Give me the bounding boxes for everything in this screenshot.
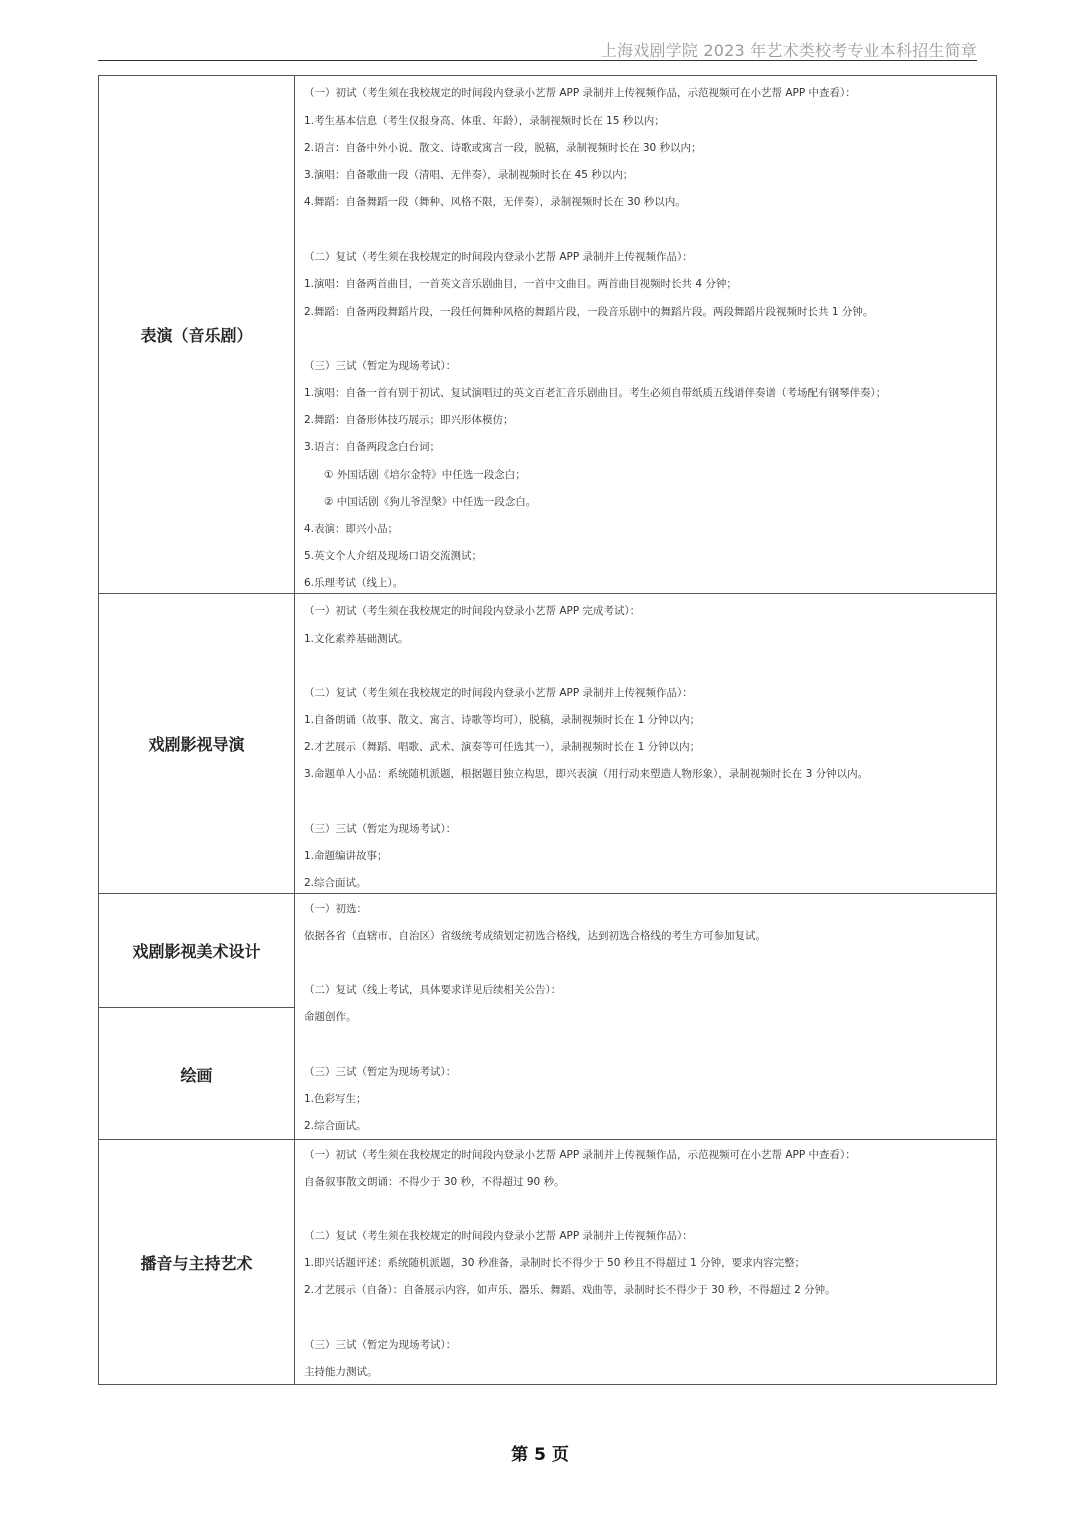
text-line: （三）三试（暂定为现场考试）： — [304, 1339, 457, 1351]
text-line: 4.表演：即兴小品； — [304, 523, 399, 535]
row-label: 戏剧影视美术设计 — [99, 894, 295, 1007]
row-label-painting: 绘画 — [99, 1008, 295, 1140]
text-line: 1.色彩写生； — [304, 1093, 367, 1105]
document-title: 上海戏剧学院 2023 年艺术类校考专业本科招生简章 — [600, 41, 977, 60]
text-line: （一）初试（考生须在我校规定的时间段内登录小艺帮 APP 完成考试）： — [304, 605, 641, 617]
text-line: （三）三试（暂定为现场考试）： — [304, 823, 457, 835]
header-rule — [98, 60, 977, 61]
text-line: 3.命题单人小品：系统随机派题，根据题目独立构思，即兴表演（用行动来塑造人物形象），录制视频时长在 3 分钟以内。 — [304, 768, 869, 780]
text-line: 4.舞蹈：自备舞蹈一段（舞种、风格不限，无伴奏），录制视频时长在 30 秒以内。 — [304, 196, 686, 208]
text-line: 命题创作。 — [304, 1011, 357, 1023]
text-line: （一）初试（考生须在我校规定的时间段内登录小艺帮 APP 录制并上传视频作品，示范视频可在小艺帮 APP 中查看）： — [304, 1149, 856, 1161]
text-line: 2.综合面试。 — [304, 877, 367, 889]
table-row-musical-performance — [98, 75, 997, 593]
text-line: （一）初选： — [304, 903, 367, 915]
text-line: 2.舞蹈：自备形体技巧展示；即兴形体模仿； — [304, 414, 514, 426]
text-line: 2.舞蹈：自备两段舞蹈片段，一段任何舞种风格的舞蹈片段，一段音乐剧中的舞蹈片段。两段舞蹈片段视频时长共 1 分钟。 — [304, 306, 874, 318]
table-row-broadcasting — [98, 1139, 997, 1385]
text-line: 1.命题编讲故事； — [304, 850, 388, 862]
text-line: 5.英文个人介绍及现场口语交流测试； — [304, 550, 483, 562]
text-line: 自备叙事散文朗诵：不得少于 30 秒，不得超过 90 秒。 — [304, 1176, 565, 1188]
table-row-directing — [98, 593, 997, 893]
text-line: 6.乐理考试（线上）。 — [304, 577, 404, 589]
text-line: 主持能力测试。 — [304, 1366, 378, 1378]
text-line: 1.自备朗诵（故事、散文、寓言、诗歌等均可），脱稿，录制视频时长在 1 分钟以内； — [304, 714, 701, 726]
text-line: 1.演唱：自备两首曲目，一首英文音乐剧曲目，一首中文曲目。两首曲目视频时长共 4 分钟； — [304, 278, 737, 290]
text-line: 1.即兴话题评述：系统随机派题，30 秒准备，录制时长不得少于 50 秒且不得超过 1 分钟，要求内容完整； — [304, 1257, 806, 1269]
text-line: ② 中国话剧《狗儿爷涅槃》中任选一段念白。 — [324, 496, 537, 508]
table-row-art-design — [98, 893, 997, 1139]
text-line: （二）复试（线上考试，具体要求详见后续相关公告）： — [304, 984, 562, 996]
text-line: （二）复试（考生须在我校规定的时间段内登录小艺帮 APP 录制并上传视频作品）： — [304, 1230, 693, 1242]
text-line: 3.语言：自备两段念白台词； — [304, 441, 441, 453]
text-line: 3.演唱：自备歌曲一段（清唱、无伴奏），录制视频时长在 45 秒以内； — [304, 169, 634, 181]
row-label: 表演（音乐剧） — [99, 76, 295, 593]
text-line: 2.语言：自备中外小说、散文、诗歌或寓言一段，脱稿，录制视频时长在 30 秒以内； — [304, 142, 702, 154]
text-line: （二）复试（考生须在我校规定的时间段内登录小艺帮 APP 录制并上传视频作品）： — [304, 687, 693, 699]
text-line: 2.才艺展示（自备）：自备展示内容，如声乐、器乐、舞蹈、戏曲等，录制时长不得少于 30 秒，不得超过 2 分钟。 — [304, 1284, 836, 1296]
text-line: 1.演唱：自备一首有别于初试、复试演唱过的英文百老汇音乐剧曲目。考生必须自带纸质五线谱伴奏谱（考场配有钢琴伴奏）； — [304, 387, 887, 399]
text-line: （一）初试（考生须在我校规定的时间段内登录小艺帮 APP 录制并上传视频作品，示范视频可在小艺帮 APP 中查看）： — [304, 87, 856, 99]
text-line: ① 外国话剧《培尔金特》中任选一段念白； — [324, 469, 526, 481]
text-line: 2.综合面试。 — [304, 1120, 367, 1132]
text-line: 2.才艺展示（舞蹈、唱歌、武术、演奏等可任选其一），录制视频时长在 1 分钟以内； — [304, 741, 701, 753]
text-line: 1.考生基本信息（考生仅报身高、体重、年龄），录制视频时长在 15 秒以内； — [304, 115, 665, 127]
text-line: 依据各省（直辖市、自治区）省级统考成绩划定初选合格线，达到初选合格线的考生方可参加复试。 — [304, 930, 766, 942]
row-label: 戏剧影视导演 — [99, 594, 295, 893]
row-label: 播音与主持艺术 — [99, 1140, 295, 1384]
text-line: （二）复试（考生须在我校规定的时间段内登录小艺帮 APP 录制并上传视频作品）： — [304, 251, 693, 263]
text-line: （三）三试（暂定为现场考试）： — [304, 1066, 457, 1078]
text-line: 1.文化素养基础测试。 — [304, 633, 409, 645]
page-number: 第 5 页 — [511, 1445, 569, 1465]
text-line: （三）三试（暂定为现场考试）： — [304, 360, 457, 372]
